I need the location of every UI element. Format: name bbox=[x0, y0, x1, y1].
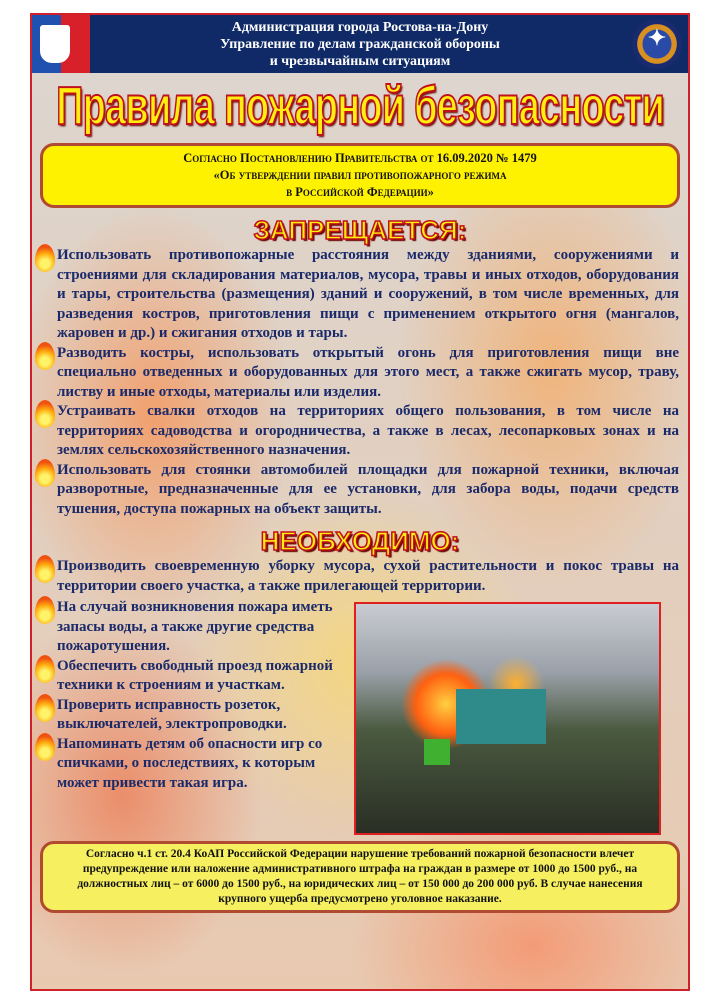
list-item: На случай возникновения пожара иметь запасы воды, а также другие средства пожаротушения. bbox=[57, 598, 347, 657]
required-list bbox=[32, 598, 344, 793]
flame-icon bbox=[35, 733, 55, 761]
list-item: Использовать противопожарные расстояния между зданиями, сооружениями и строениями для складирования материалов, мусора, травы и иных отходов, оборудования и тары, строительства (размещения) зданий и сооружений, в том числе временных, для разведения костров, приготовления пищи с применением открытого огня (мангалов, жаровен и др.) и сжигания отходов и тары. bbox=[57, 246, 679, 344]
decree-line: Согласно Постановлению Правительства от 16.09.2020 № 1479 bbox=[183, 151, 537, 165]
list-item: Производить своевременную уборку мусора, сухой растительности и покос травы на территории своего участка, а также прилегающей территории. bbox=[57, 557, 679, 596]
prohibited-heading: ЗАПРЕЩАЕТСЯ: bbox=[253, 215, 467, 245]
header-line: и чрезвычайным ситуациям bbox=[269, 54, 451, 69]
flame-icon bbox=[35, 400, 55, 428]
emergency-emblem-icon: ✦ bbox=[632, 19, 682, 69]
city-coat-of-arms-icon bbox=[32, 15, 90, 73]
flame-icon bbox=[35, 596, 55, 624]
flame-icon bbox=[35, 342, 55, 370]
header bbox=[32, 15, 688, 73]
flame-icon bbox=[35, 244, 55, 272]
flame-icon bbox=[35, 459, 55, 487]
list-item: Проверить исправность розеток, выключателей, электропроводки. bbox=[57, 696, 347, 735]
list-item: Обеспечить свободный проезд пожарной техники к строениям и участкам. bbox=[57, 657, 347, 696]
fine-notice: Согласно ч.1 ст. 20.4 КоАП Российской Федерации нарушение требований пожарной безопасности влечет предупреждение или наложение административного штрафа на граждан в размере от 1000 до 1500 руб., на должностных лиц – от 6000 до 1500 руб., на юридических лиц – от 150 000 до 200 000 руб. В случае нанесения крупного ущерба предусмотрено уголовное наказание. bbox=[40, 841, 680, 913]
burning-house-photo bbox=[354, 602, 661, 835]
decree-box bbox=[40, 143, 680, 208]
list-item: Использовать для стоянки автомобилей площадки для пожарной техники, включая разворотные, предназначенные для ее установки, для забора воды, подачи средств тушения, доступа пожарных на объект защиты. bbox=[57, 461, 679, 520]
list-item: Разводить костры, использовать открытый огонь для приготовления пищи вне специально отведенных и оборудованных для этого мест, а также сжигать мусор, траву, листву и иные отходы, материалы или изделия. bbox=[57, 344, 679, 403]
list-item: Устраивать свалки отходов на территориях общего пользования, в том числе на территориях садоводства и огородничества, а также в лесах, лесопарковых зонах и на землях сельскохозяйственного назначения. bbox=[57, 402, 679, 461]
header-line: Управление по делам гражданской обороны bbox=[220, 37, 500, 52]
required-heading: НЕОБХОДИМО: bbox=[260, 526, 460, 556]
flame-icon bbox=[35, 694, 55, 722]
decree-line: в Российской Федерации» bbox=[286, 185, 434, 199]
page-title: Правила пожарной безопасности bbox=[56, 76, 664, 136]
header-line: Администрация города Ростова-на-Дону bbox=[231, 20, 489, 35]
decree-line: «Об утверждении правил противопожарного режима bbox=[213, 168, 507, 182]
flame-icon bbox=[35, 555, 55, 583]
required-row bbox=[32, 598, 688, 835]
poster bbox=[30, 13, 690, 991]
flame-icon bbox=[35, 655, 55, 683]
list-item: Напоминать детям об опасности игр со спичками, о последствиях, к которым может привести такая игра. bbox=[57, 735, 347, 794]
title-area bbox=[32, 73, 688, 139]
